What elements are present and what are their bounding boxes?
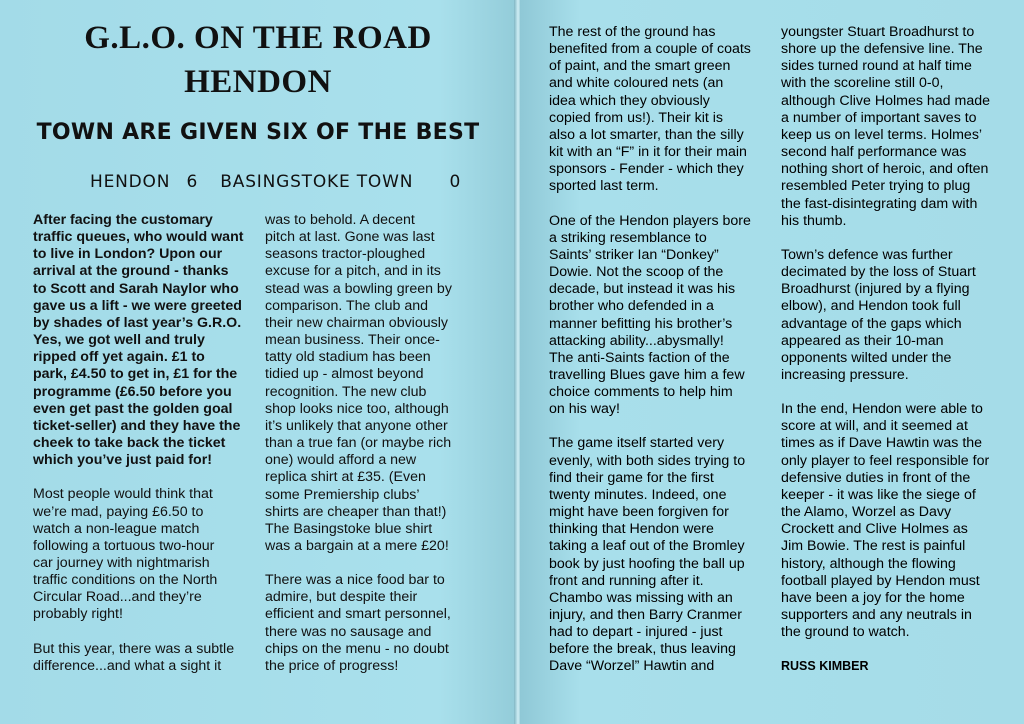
paragraph bbox=[549, 435, 784, 675]
text-line: it’s unlikely that anyone other bbox=[265, 417, 448, 434]
text-line: idea which they obviously bbox=[549, 92, 710, 109]
text-line: the fast-disintegrating dam with bbox=[781, 195, 978, 212]
text-line: the price of progress! bbox=[265, 657, 399, 674]
text-line: with the scoreline still 0-0, bbox=[781, 75, 944, 92]
text-line: efficient and smart personnel, bbox=[265, 606, 451, 623]
text-line: brother who defended in a bbox=[549, 298, 714, 315]
text-line: book by just hoofing the ball up bbox=[549, 555, 745, 572]
text-line: Chambo was missing with an bbox=[549, 589, 733, 606]
text-line: shop looks nice too, although bbox=[265, 400, 449, 417]
text-line: benefited from a couple of coats bbox=[549, 41, 751, 58]
text-line: seasons tractor-ploughed bbox=[265, 246, 426, 263]
text-line: manner befitting his brother’s bbox=[549, 315, 733, 332]
text-line: difference...and what a sight it bbox=[33, 657, 222, 674]
text-line: travelling Blues gave him a few bbox=[549, 366, 745, 383]
text-line: shirts are cheaper than that!) bbox=[265, 503, 447, 520]
text-line: youngster Stuart Broadhurst to bbox=[781, 24, 975, 40]
text-line: football played by Hendon must bbox=[781, 572, 980, 589]
text-line: Saints’ striker Ian “Donkey” bbox=[549, 246, 719, 263]
text-line: to Scott and Sarah Naylor who bbox=[33, 280, 239, 297]
text-line: by shades of last year’s G.R.O. bbox=[33, 314, 242, 331]
column-3 bbox=[549, 24, 784, 693]
away-score: 0 bbox=[449, 172, 462, 192]
text-line: The anti-Saints faction of the bbox=[549, 349, 730, 366]
text-line: Crockett and Clive Holmes as bbox=[781, 521, 968, 538]
text-line: elbow), and Hendon took full bbox=[781, 298, 961, 315]
text-line: Broadhurst (injured by a flying bbox=[781, 281, 970, 298]
text-line: shore up the defensive line. The bbox=[781, 41, 983, 58]
text-line: Jim Bowie. The rest is painful bbox=[781, 538, 966, 555]
text-line: second half performance was bbox=[781, 144, 967, 161]
text-line: gave us a lift - we were greeted bbox=[33, 297, 242, 314]
text-line: sported last term. bbox=[549, 178, 659, 195]
text-line: the Alamo, Worzel as Davy bbox=[781, 504, 952, 521]
text-line: and white coloured nets (an bbox=[549, 75, 724, 92]
text-line: The rest of the ground has bbox=[549, 24, 716, 40]
text-line: car journey with nightmarish bbox=[33, 554, 210, 571]
column-1 bbox=[33, 212, 263, 692]
text-line: Town’s defence was further bbox=[781, 246, 953, 263]
text-line: excuse for a pitch, and in its bbox=[265, 263, 441, 280]
paragraph bbox=[265, 572, 510, 675]
text-line: chips on the menu - no doubt bbox=[265, 640, 449, 657]
text-line: cheek to take back the ticket bbox=[33, 435, 226, 452]
text-line: on his way! bbox=[549, 401, 620, 418]
text-line: kit with an “F” in it for their main bbox=[549, 144, 747, 161]
text-line: arrival at the ground - thanks bbox=[33, 263, 229, 280]
text-line: In the end, Hendon were able to bbox=[781, 401, 983, 418]
text-line: had to depart - injured - just bbox=[549, 624, 723, 641]
text-line: After facing the customary bbox=[33, 212, 213, 228]
text-line: one) would afford a new bbox=[265, 452, 417, 469]
paragraph bbox=[781, 24, 1021, 230]
text-line: sides turned round at half time bbox=[781, 58, 972, 75]
text-line: only player to feel responsible for bbox=[781, 452, 990, 469]
text-line: times as if Dave Hawtin was the bbox=[781, 435, 983, 452]
text-line: even get past the golden goal bbox=[33, 400, 233, 417]
text-line: than a true fan (or maybe rich bbox=[265, 435, 452, 452]
text-line: of paint, and the smart green bbox=[549, 58, 731, 75]
text-line: before the break, thus leaving bbox=[549, 641, 736, 658]
paragraph bbox=[33, 212, 263, 469]
text-line: injury, and then Barry Cranmer bbox=[549, 607, 742, 623]
headline-line-1: G.L.O. ON THE ROAD bbox=[84, 20, 432, 56]
text-line: The Basingstoke blue shirt bbox=[265, 520, 433, 537]
text-line: One of the Hendon players bore bbox=[549, 212, 751, 229]
text-line: defensive duties in front of the bbox=[781, 469, 971, 486]
text-line: following a tortuous two-hour bbox=[33, 537, 215, 554]
text-line: recognition. The new club bbox=[265, 383, 427, 400]
text-line: find their game for the first bbox=[549, 469, 714, 486]
text-line: replica shirt at £35. (Even bbox=[265, 469, 426, 486]
text-line: there was no sausage and bbox=[265, 623, 432, 640]
text-line: was to behold. A decent bbox=[265, 212, 415, 228]
text-line: pitch at last. Gone was last bbox=[265, 229, 435, 246]
paragraph bbox=[781, 401, 1021, 641]
text-line: tidied up - almost beyond bbox=[265, 366, 424, 383]
text-line: opponents wilted under the bbox=[781, 349, 952, 366]
text-line: stead was a bowling green by bbox=[265, 280, 452, 297]
text-line: a number of important saves to bbox=[781, 109, 977, 126]
text-line: Dave “Worzel” Hawtin and bbox=[549, 658, 715, 675]
text-line: although Clive Holmes had made bbox=[781, 92, 990, 109]
paragraph bbox=[781, 247, 1021, 384]
text-line: Circular Road...and they’re bbox=[33, 589, 202, 606]
paragraph bbox=[265, 212, 510, 555]
text-line: evenly, with both sides trying to bbox=[549, 452, 746, 469]
text-line: his thumb. bbox=[781, 212, 847, 229]
text-line: might have been forgiven for bbox=[549, 504, 729, 521]
text-line: ripped off yet again. £1 to bbox=[33, 349, 205, 366]
text-line: keeper - it was like the siege of bbox=[781, 486, 976, 503]
text-line: appeared as their 10-man bbox=[781, 332, 944, 349]
paragraph bbox=[33, 641, 263, 675]
text-line: twenty minutes. Indeed, one bbox=[549, 486, 727, 503]
text-line: was a bargain at a mere £20! bbox=[265, 537, 449, 554]
text-line: There was a nice food bar to bbox=[265, 572, 445, 589]
column-2 bbox=[265, 212, 510, 692]
text-line: Yes, we got well and truly bbox=[33, 332, 205, 349]
text-line: decade, but instead it was his bbox=[549, 281, 736, 298]
text-line: increasing pressure. bbox=[781, 366, 909, 383]
text-line: their new chairman obviously bbox=[265, 314, 448, 331]
text-line: front and running after it. bbox=[549, 572, 704, 589]
text-line: the ground to watch. bbox=[781, 624, 910, 641]
text-line: advantage of the gaps which bbox=[781, 315, 962, 332]
paragraph bbox=[549, 24, 784, 196]
text-line: mean business. Their once- bbox=[265, 332, 440, 349]
column-4 bbox=[781, 24, 1021, 692]
text-line: history, although the flowing bbox=[781, 555, 956, 572]
home-score: 6 bbox=[186, 172, 199, 192]
text-line: supporters and any neutrals in bbox=[781, 607, 972, 623]
text-line: we’re mad, paying £6.50 to bbox=[33, 503, 204, 520]
text-line: decimated by the loss of Stuart bbox=[781, 264, 976, 281]
text-line: Dowie. Not the scoop of the bbox=[549, 264, 724, 281]
scoreline bbox=[90, 172, 462, 192]
headline-line-2: HENDON bbox=[184, 64, 332, 100]
text-line: a striking resemblance to bbox=[549, 229, 707, 246]
text-line: traffic queues, who would want bbox=[33, 229, 244, 246]
text-line: copied from us!). Their kit is bbox=[549, 109, 723, 126]
text-line: ticket-seller) and they have the bbox=[33, 417, 241, 434]
text-line: keep us on level terms. Holmes’ bbox=[781, 126, 983, 143]
away-team: BASINGSTOKE TOWN bbox=[220, 172, 414, 192]
text-line: watch a non-league match bbox=[33, 520, 200, 537]
text-line: which you’ve just paid for! bbox=[33, 452, 212, 469]
text-line: But this year, there was a subtle bbox=[33, 640, 235, 657]
paragraph bbox=[549, 213, 784, 419]
text-line: attacking ability...abysmally! bbox=[549, 332, 724, 349]
text-line: comparison. The club and bbox=[265, 297, 428, 314]
text-line: taking a leaf out of the Bromley bbox=[549, 538, 745, 555]
text-line: thinking that Hendon were bbox=[549, 521, 714, 538]
text-line: have been a joy for the home bbox=[781, 589, 965, 606]
text-line: park, £4.50 to get in, £1 for the bbox=[33, 366, 238, 383]
text-line: nothing short of heroic, and often bbox=[781, 161, 989, 178]
subheadline: TOWN ARE GIVEN SIX OF THE BEST bbox=[36, 120, 480, 145]
text-line: probably right! bbox=[33, 606, 123, 623]
text-line: also a lot smarter, than the silly bbox=[549, 126, 744, 143]
text-line: to live in London? Upon our bbox=[33, 246, 223, 263]
paragraph bbox=[33, 486, 263, 623]
text-line: resembled Peter trying to plug bbox=[781, 178, 971, 195]
author-byline: RUSS KIMBER bbox=[781, 659, 869, 674]
text-line: sponsors - Fender - which they bbox=[549, 161, 744, 178]
text-line: programme (£6.50 before you bbox=[33, 383, 232, 400]
text-line: Most people would think that bbox=[33, 486, 213, 503]
text-line: tatty old stadium has been bbox=[265, 349, 431, 366]
text-line: some Premiership clubs’ bbox=[265, 486, 420, 503]
text-line: choice comments to help him bbox=[549, 384, 733, 401]
text-line: admire, but despite their bbox=[265, 589, 418, 606]
text-line: The game itself started very bbox=[549, 435, 725, 452]
text-line: traffic conditions on the North bbox=[33, 572, 218, 589]
home-team: HENDON bbox=[90, 172, 171, 192]
text-line: score at will, and it seemed at bbox=[781, 418, 968, 435]
